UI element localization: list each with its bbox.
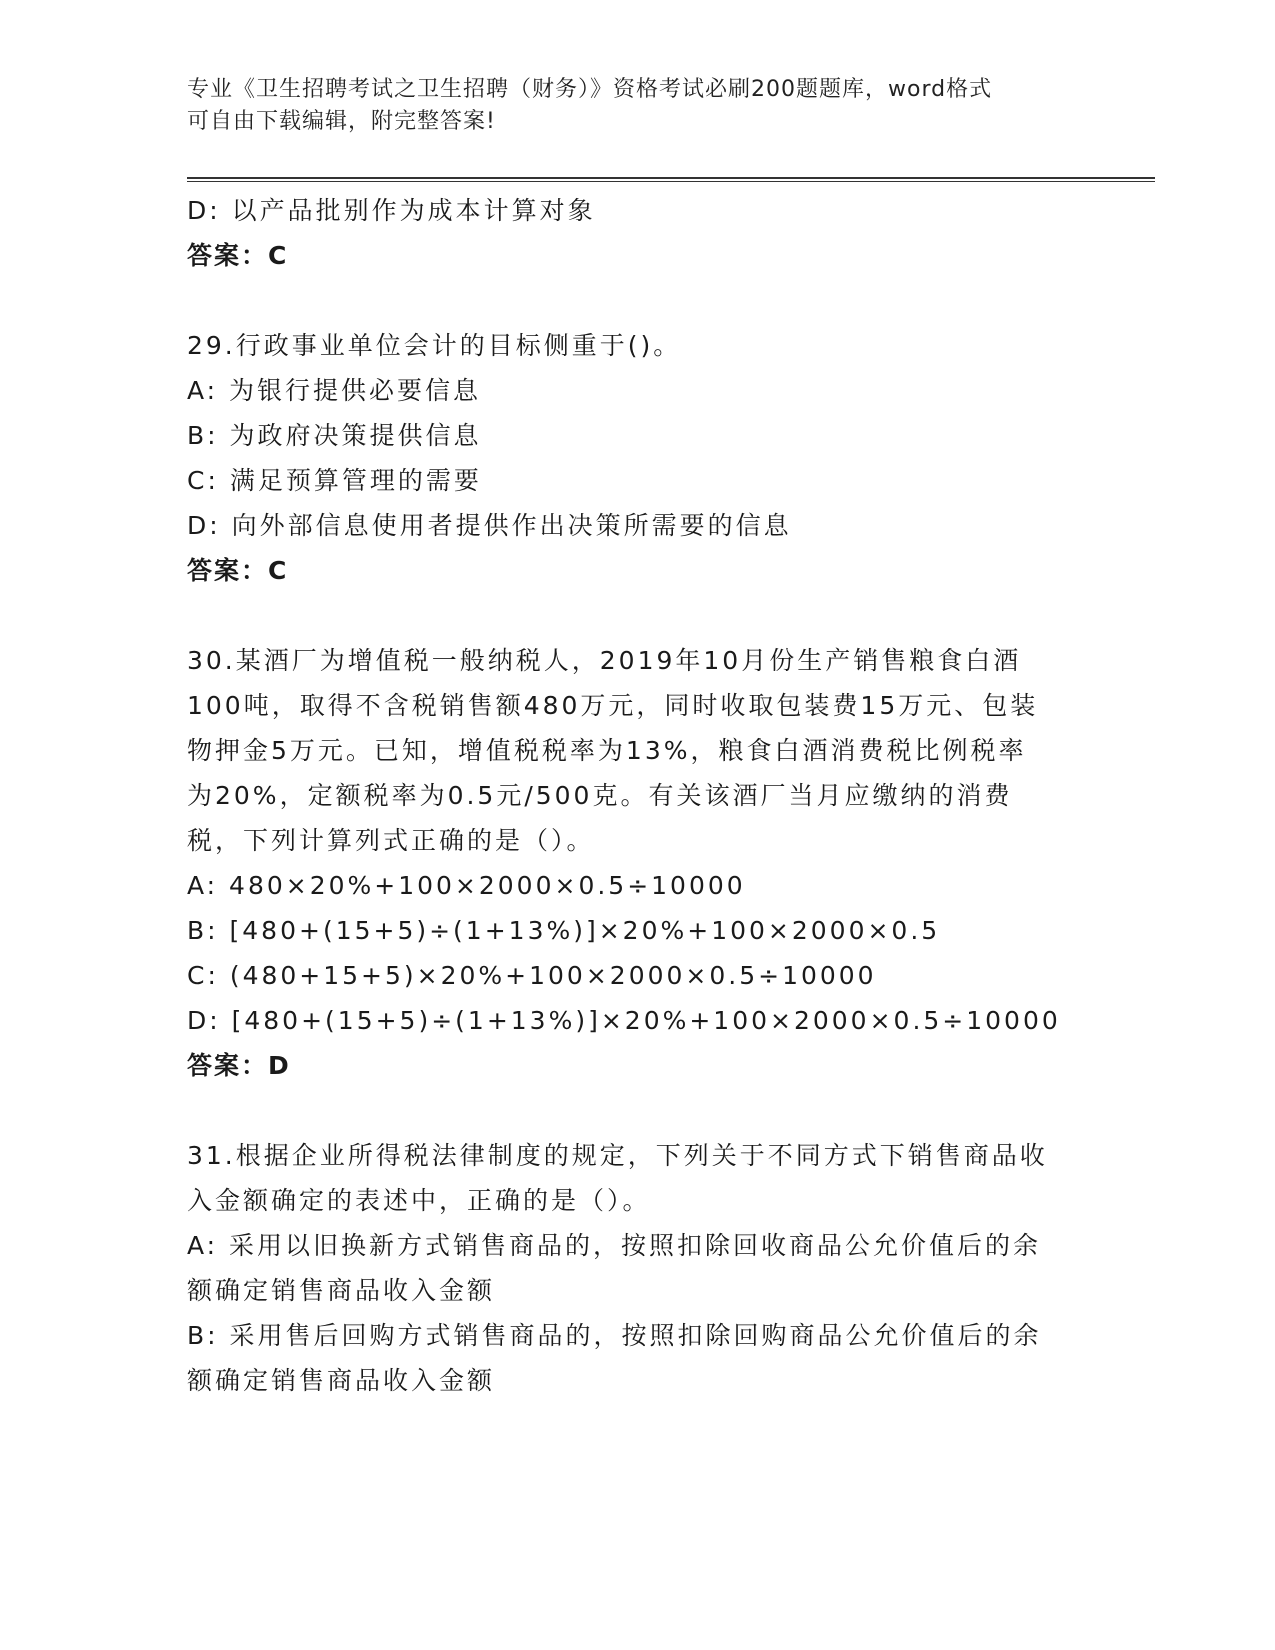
- page-header: [187, 74, 1067, 138]
- spacer: [187, 1088, 1087, 1133]
- spacer: [187, 278, 1087, 323]
- option-a: A: 480×20%+100×2000×0.5÷10000: [187, 871, 746, 900]
- option-c: C: (480+15+5)×20%+100×2000×0.5÷10000: [187, 961, 877, 990]
- question-stem-line: 税，下列计算列式正确的是（）。: [187, 826, 595, 855]
- question-31: [187, 1133, 1087, 1403]
- document-body: [187, 188, 1087, 1403]
- answer: 答案：D: [187, 1051, 291, 1080]
- header-line-2: 可自由下载编辑，附完整答案!: [187, 109, 496, 134]
- option-b: B: 采用售后回购方式销售商品的，按照扣除回购商品公允价值后的余: [187, 1321, 1042, 1350]
- question-stem-line: 入金额确定的表述中，正确的是（）。: [187, 1186, 651, 1215]
- option-c: C: 满足预算管理的需要: [187, 466, 482, 495]
- question-stem-line: 物押金5万元。已知，增值税税率为13%，粮食白酒消费税比例税率: [187, 736, 1027, 765]
- question-stem-line: 100吨，取得不含税销售额480万元，同时收取包装费15万元、包装: [187, 691, 1039, 720]
- option-d: D: 向外部信息使用者提供作出决策所需要的信息: [187, 511, 792, 540]
- option-a-continued: 额确定销售商品收入金额: [187, 1276, 496, 1305]
- option-b: B: [480+(15+5)÷(1+13%)]×20%+100×2000×0.5: [187, 916, 941, 945]
- header-line-1: 专业《卫生招聘考试之卫生招聘（财务）》资格考试必刷200题题库，word格式: [187, 77, 993, 102]
- header-divider: [187, 177, 1155, 182]
- spacer: [187, 593, 1087, 638]
- option-a: A: 为银行提供必要信息: [187, 376, 482, 405]
- option-a: A: 采用以旧换新方式销售商品的，按照扣除回收商品公允价值后的余: [187, 1231, 1042, 1260]
- question-30: [187, 638, 1087, 1088]
- question-29: [187, 323, 1087, 593]
- option-d: D: 以产品批别作为成本计算对象: [187, 196, 596, 225]
- question-stem: 29.行政事业单位会计的目标侧重于()。: [187, 331, 682, 360]
- question-stem-line: 为20%，定额税率为0.5元/500克。有关该酒厂当月应缴纳的消费: [187, 781, 1013, 810]
- option-d: D: [480+(15+5)÷(1+13%)]×20%+100×2000×0.5÷10000: [187, 1006, 1061, 1035]
- option-b: B: 为政府决策提供信息: [187, 421, 482, 450]
- question-stem-line: 31.根据企业所得税法律制度的规定，下列关于不同方式下销售商品收: [187, 1141, 1048, 1170]
- answer: 答案：C: [187, 241, 289, 270]
- question-stem-line: 30.某酒厂为增值税一般纳税人，2019年10月份生产销售粮食白酒: [187, 646, 1022, 675]
- answer: 答案：C: [187, 556, 289, 585]
- option-b-continued: 额确定销售商品收入金额: [187, 1366, 496, 1395]
